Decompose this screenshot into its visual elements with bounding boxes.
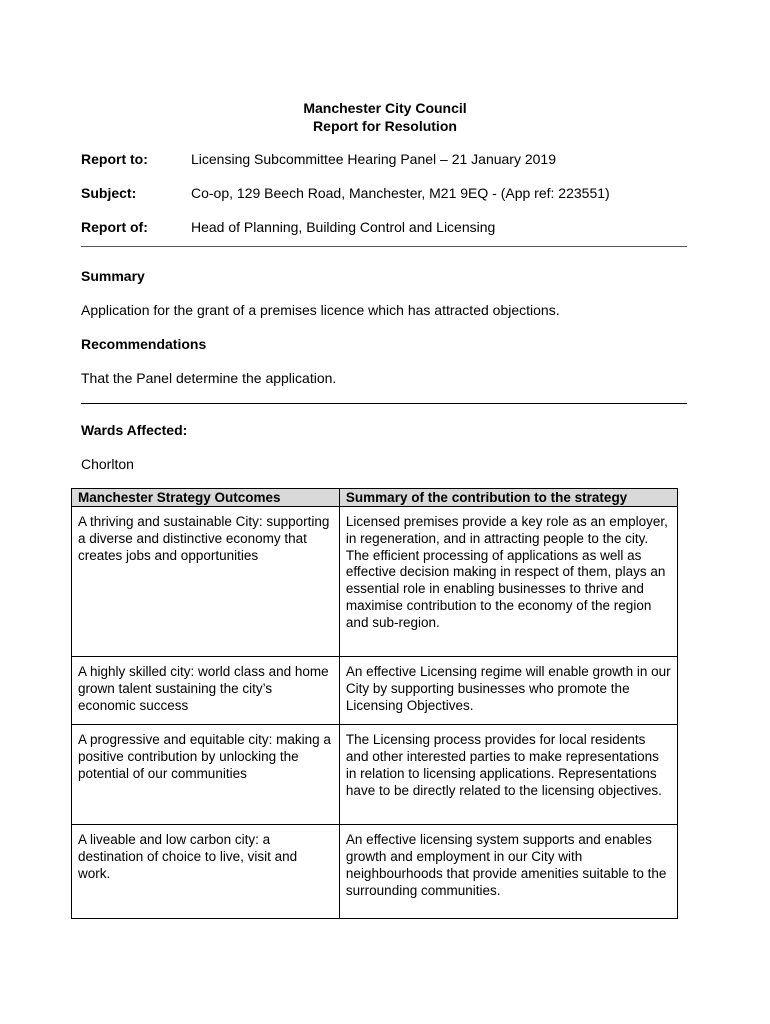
outcome-cell: A liveable and low carbon city: a destination of choice to live, visit and work.	[72, 825, 340, 919]
contribution-cell: Licensed premises provide a key role as an employer, in regeneration, and in attracting people to the city. The efficient processing of applications as well as effective decision making in respect of them, plays an essential role in enabling businesses to thrive and maximise contribution to the economy of the region and sub-region.	[339, 507, 677, 657]
report-of-label: Report of:	[81, 219, 148, 235]
section-divider	[81, 403, 687, 404]
table-row	[72, 825, 678, 919]
document-title	[0, 99, 770, 135]
report-type: Report for Resolution	[313, 118, 457, 134]
contribution-cell: The Licensing process provides for local residents and other interested parties to make representations in relation to licensing applications. Representations have to be directly related to the licensing objectives.	[339, 725, 677, 825]
subject-value: Co-op, 129 Beech Road, Manchester, M21 9EQ - (App ref: 223551)	[191, 185, 610, 201]
outcome-cell: A progressive and equitable city: making a positive contribution by unlocking the potential of our communities	[72, 725, 340, 825]
table-header-row	[72, 489, 678, 507]
table-row	[72, 507, 678, 657]
header-divider	[81, 246, 687, 247]
summary-heading: Summary	[81, 268, 145, 284]
recommendations-heading: Recommendations	[81, 336, 207, 352]
report-of-value: Head of Planning, Building Control and Licensing	[191, 219, 496, 235]
report-to-label: Report to:	[81, 151, 148, 167]
table-row	[72, 657, 678, 725]
contribution-cell: An effective licensing system supports and enables growth and employment in our City with neighbourhoods that provide amenities suitable to the surrounding communities.	[339, 825, 677, 919]
strategy-outcomes-table	[71, 488, 678, 919]
report-to-value: Licensing Subcommittee Hearing Panel – 21 January 2019	[191, 151, 557, 167]
subject-label: Subject:	[81, 185, 137, 201]
contribution-cell: An effective Licensing regime will enable growth in our City by supporting businesses who promote the Licensing Objectives.	[339, 657, 677, 725]
table-row	[72, 725, 678, 825]
wards-text: Chorlton	[81, 456, 134, 472]
recommendations-text: That the Panel determine the application.	[81, 370, 337, 386]
column-header-contribution: Summary of the contribution to the strategy	[339, 489, 677, 507]
summary-text: Application for the grant of a premises licence which has attracted objections.	[81, 302, 560, 318]
outcome-cell: A thriving and sustainable City: supporting a diverse and distinctive economy that creates jobs and opportunities	[72, 507, 340, 657]
outcome-cell: A highly skilled city: world class and home grown talent sustaining the city’s economic success	[72, 657, 340, 725]
wards-heading: Wards Affected:	[81, 422, 188, 438]
column-header-outcomes: Manchester Strategy Outcomes	[72, 489, 340, 507]
organisation-name: Manchester City Council	[303, 100, 467, 116]
